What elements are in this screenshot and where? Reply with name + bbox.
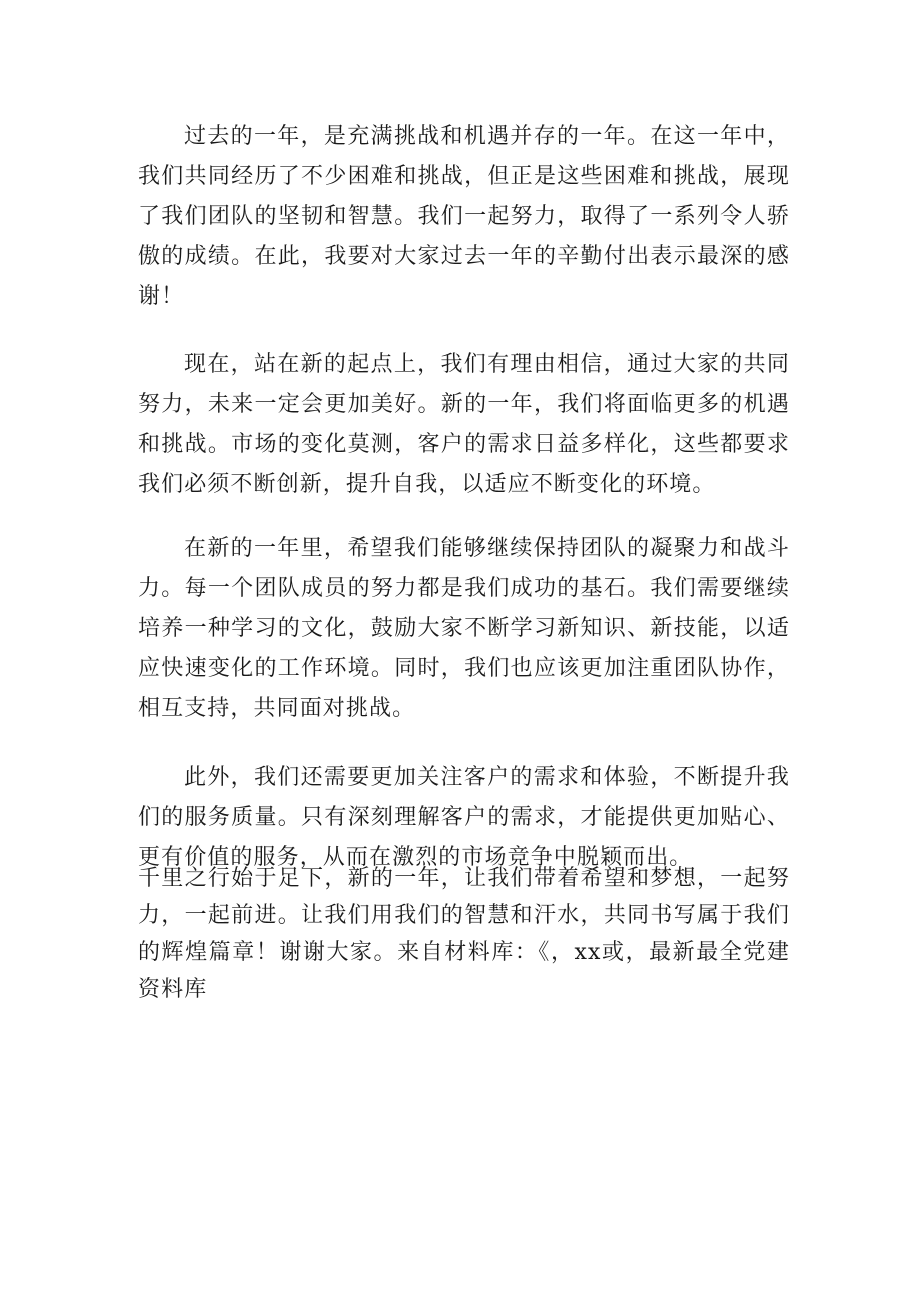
paragraph-outlook: 现在，站在新的起点上，我们有理由相信，通过大家的共同努力，未来一定会更加美好。新的一年，我们将面临更多的机遇和挑战。市场的变化莫测，客户的需求日益多样化，这些都要求我们必须不断创新，提升自我，以适应不断变化的环境。: [138, 352, 790, 497]
paragraph-customer-focus: 此外，我们还需要更加关注客户的需求和体验，不断提升我们的服务质量。只有深刻理解客户的需求，才能提供更加贴心、更有价值的服务，从而在激烈的市场竞争中脱颖而出。: [138, 765, 790, 870]
paragraph-team-spirit: 在新的一年里，希望我们能够继续保持团队的凝聚力和战斗力。每一个团队成员的努力都是我们成功的基石。我们需要继续培养一种学习的文化，鼓励大家不断学习新知识、新技能，以适应快速变化的工作环境。同时，我们也应该更加注重团队协作，相互支持，共同面对挑战。: [138, 536, 790, 721]
paragraph-closing: 千里之行始于足下，新的一年，让我们带着希望和梦想，一起努力，一起前进。让我们用我们的智慧和汗水，共同书写属于我们的辉煌篇章！谢谢大家。来自材料库：《，xx或，最新最全党建资料库: [138, 866, 790, 1002]
paragraph-review: 过去的一年，是充满挑战和机遇并存的一年。在这一年中，我们共同经历了不少困难和挑战，但正是这些困难和挑战，展现了我们团队的坚韧和智慧。我们一起努力，取得了一系列令人骄傲的成绩。在此，我要对大家过去一年的辛勤付出表示最深的感谢！: [138, 124, 790, 309]
